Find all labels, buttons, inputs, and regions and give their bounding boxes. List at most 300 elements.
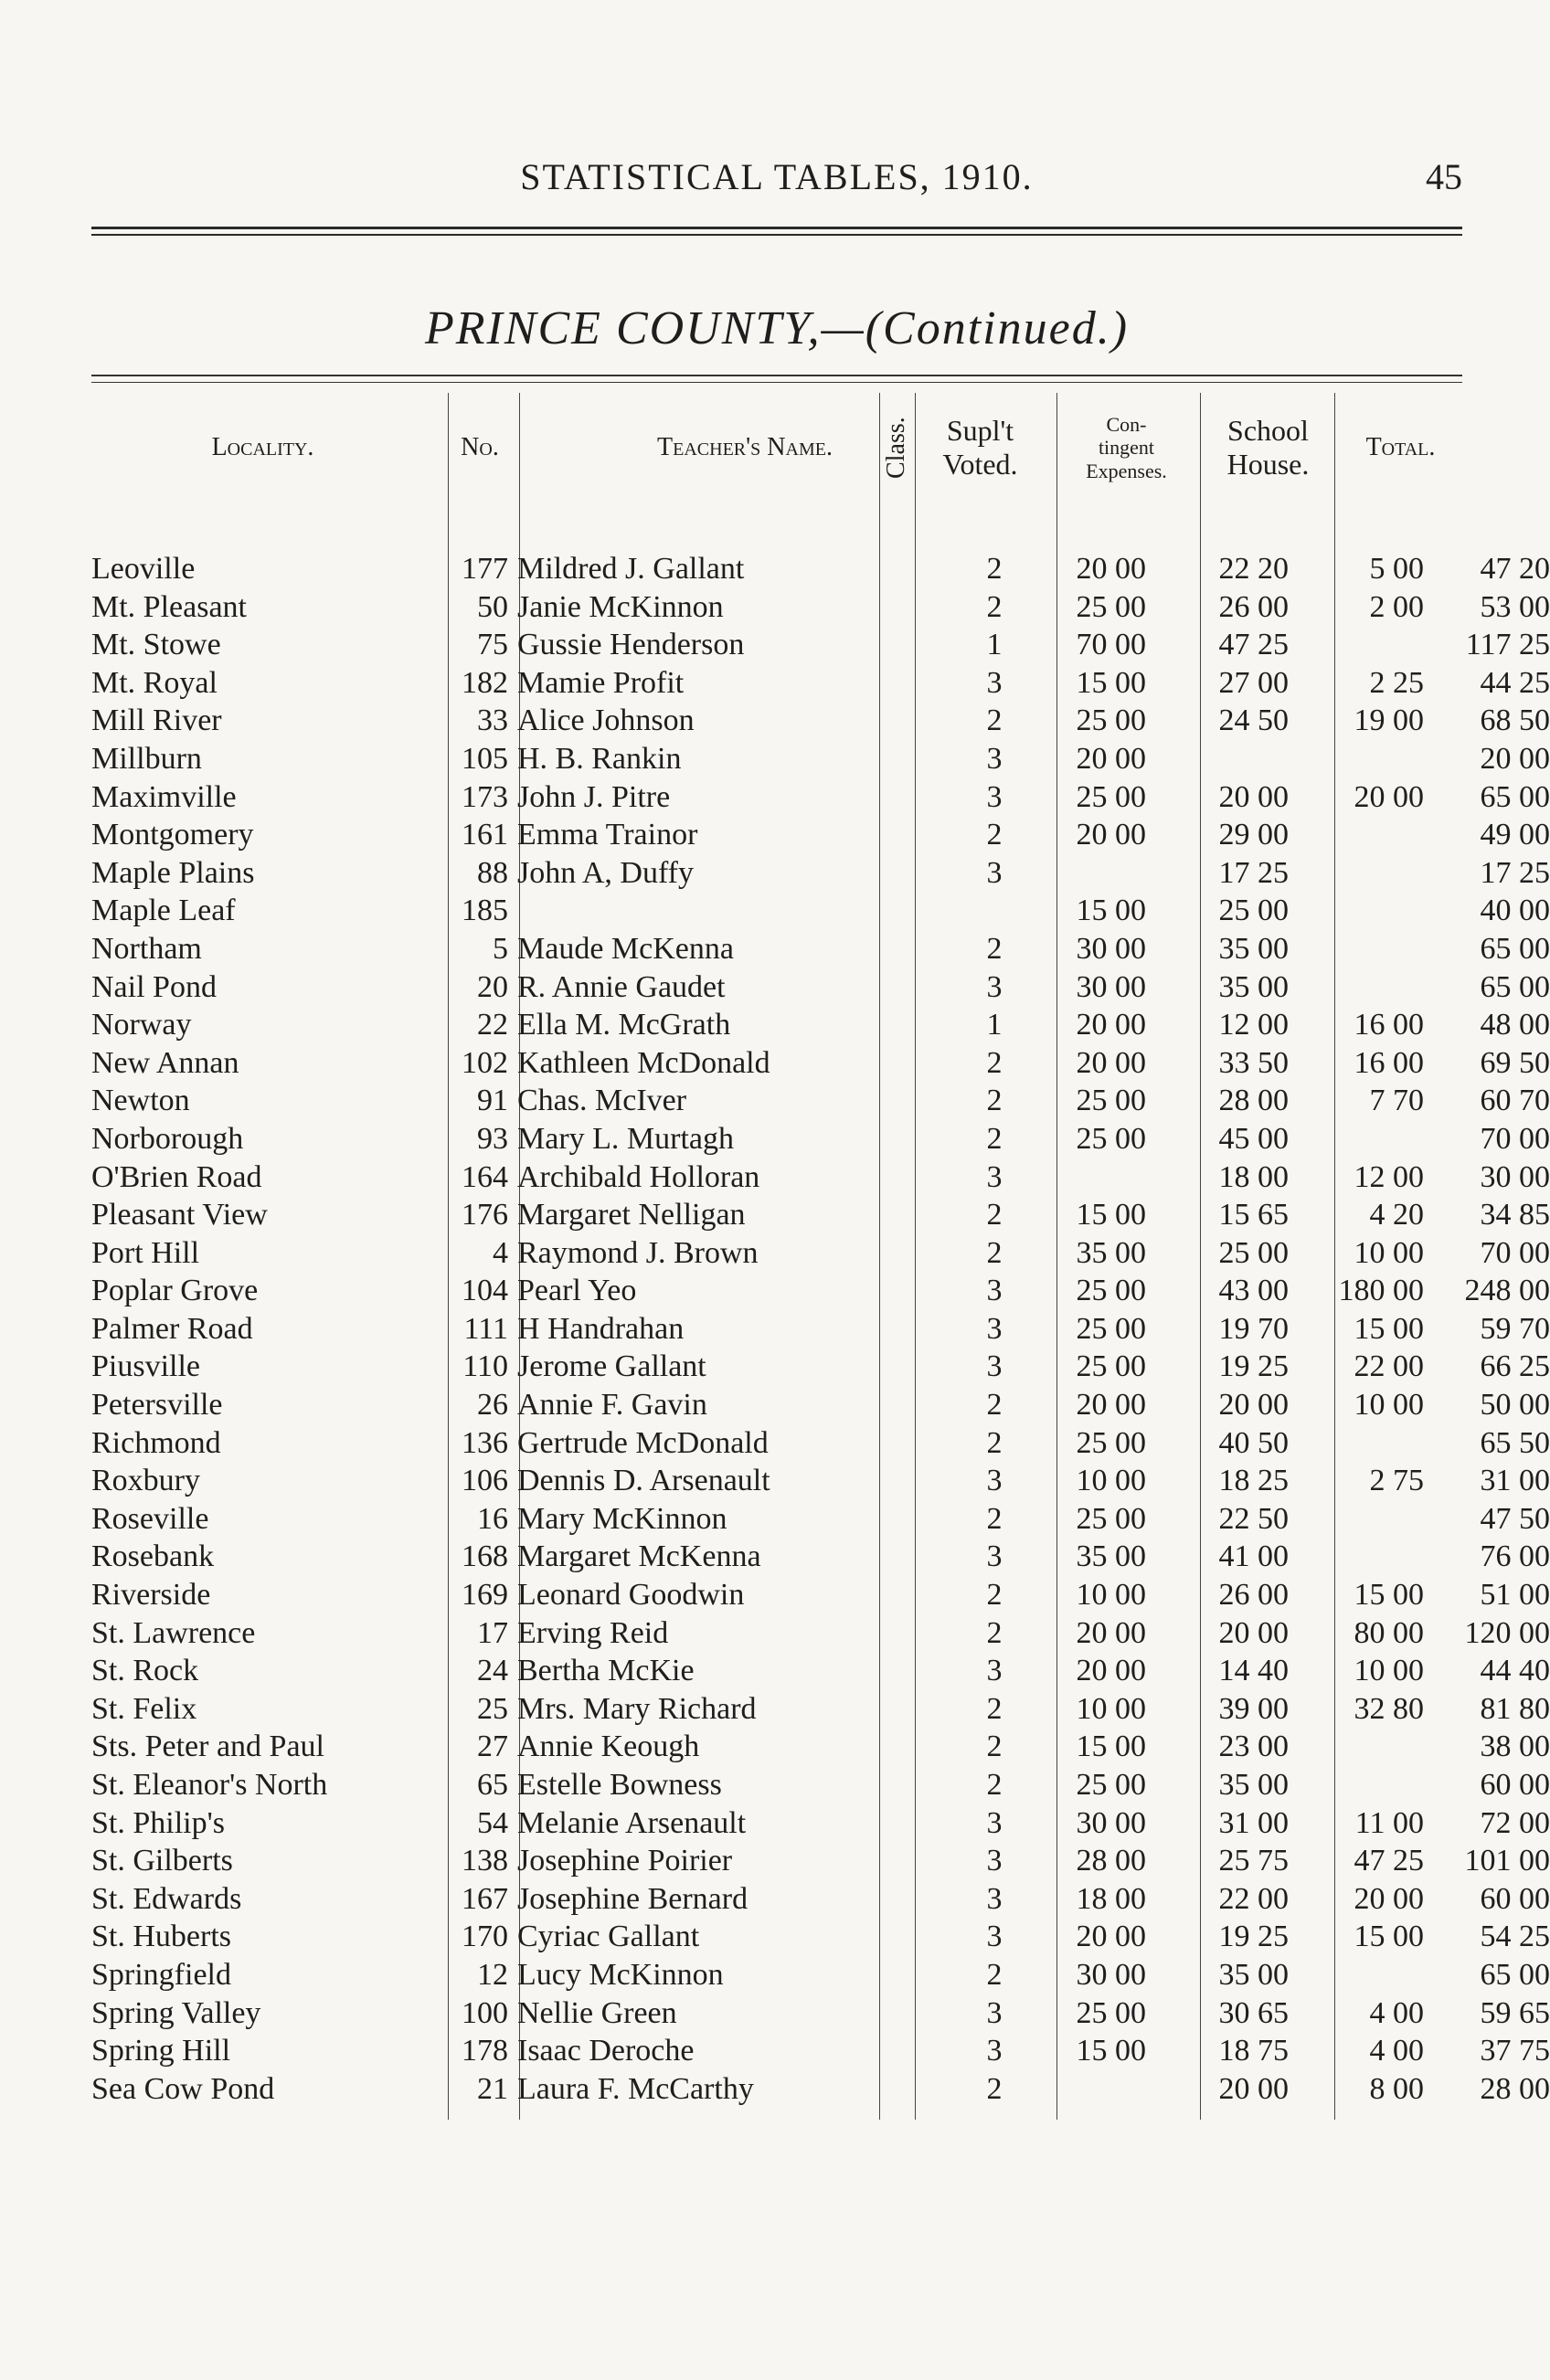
contingent-expenses-cell: 25 00 [1218,894,1289,928]
total-cell: 70 00 [1480,1235,1550,1270]
teacher-name-cell: Melanie Arsenault [517,1805,747,1840]
total-cell: 60 00 [1480,1768,1550,1802]
class-value: 2 [986,818,1003,852]
total-cell: 38 00 [1480,1729,1550,1764]
school-number-cell: 54 [477,1805,508,1840]
class-value: 3 [986,1805,1003,1840]
teacher-name-cell: Josephine Poirier [517,1844,733,1878]
class-cell [896,740,1007,778]
school-number-cell: 26 [477,1388,508,1423]
supplement-voted-cell: 18 00 [1076,1881,1146,1916]
school-house-cell: 8 00 [1369,2071,1424,2106]
class-cell [896,664,1007,703]
class-cell [896,702,1007,740]
table-header [91,393,1462,502]
table-row [91,1196,1550,1234]
locality-cell: Maple Plains [91,855,255,890]
locality-cell: St. Eleanor's North [91,1768,328,1802]
table-row [91,1690,1550,1729]
class-value: 3 [986,1654,1003,1688]
teacher-name-cell: Mrs. Mary Richard [517,1691,757,1726]
supplement-voted-cell: 20 00 [1076,741,1146,776]
locality-cell: St. Huberts [91,1920,231,1954]
class-cell [896,2070,1007,2109]
contingent-expenses-cell: 31 00 [1218,1805,1289,1840]
school-house-cell: 4 20 [1369,1198,1424,1232]
total-cell: 17 25 [1480,855,1550,890]
locality-cell: Leoville [91,552,196,586]
school-number-cell: 91 [477,1084,508,1118]
header-school-line1: School [1227,414,1309,448]
school-number-cell: 93 [477,1121,508,1156]
school-number-cell: 17 [477,1615,508,1650]
locality-cell: Mt. Stowe [91,628,221,662]
contingent-expenses-cell: 18 00 [1218,1159,1289,1194]
supplement-voted-cell: 10 00 [1076,1578,1146,1613]
school-number-cell: 50 [477,589,508,624]
class-cell [896,1918,1007,1956]
school-number-cell: 167 [462,1881,508,1916]
class-value: 2 [986,703,1003,738]
table-row [91,816,1550,854]
table-row [91,930,1550,968]
total-cell: 34 85 [1480,1198,1550,1232]
contingent-expenses-cell: 23 00 [1218,1729,1289,1764]
class-cell [896,1082,1007,1120]
supplement-voted-cell: 25 00 [1076,1311,1146,1346]
teacher-name-cell: Raymond J. Brown [517,1235,759,1270]
locality-cell: St. Edwards [91,1881,242,1916]
total-cell: 48 00 [1480,1008,1550,1042]
running-title: STATISTICAL TABLES, 1910. [520,156,1034,197]
table-row [91,1804,1550,1843]
contingent-expenses-cell: 29 00 [1218,818,1289,852]
school-number-cell: 33 [477,703,508,738]
class-cell [896,1804,1007,1843]
class-value: 3 [986,665,1003,700]
table-top-rule [91,375,1462,376]
locality-cell: Norborough [91,1121,244,1156]
contingent-expenses-cell: 47 25 [1218,628,1289,662]
school-number-cell: 161 [462,818,508,852]
header-total: Total. [1365,432,1436,461]
total-cell: 65 50 [1480,1425,1550,1460]
school-house-cell: 32 80 [1354,1691,1424,1726]
school-number-cell: 110 [462,1349,508,1384]
supplement-voted-cell: 25 00 [1076,703,1146,738]
class-value: 3 [986,1159,1003,1194]
locality-cell: Mill River [91,703,222,738]
school-number-cell: 136 [462,1425,508,1460]
table-row [91,1538,1550,1576]
supplement-voted-cell: 20 00 [1076,1920,1146,1954]
teacher-name-cell: Kathleen McDonald [517,1045,770,1080]
teacher-name-cell: Bertha McKie [517,1654,695,1688]
header-cont-line1: Con- [1106,413,1147,437]
table-top-rule [91,382,1462,383]
school-house-cell: 15 00 [1354,1578,1424,1613]
header-rule [91,234,1462,236]
school-house-cell: 5 00 [1369,552,1424,586]
table-row [91,664,1550,703]
class-value: 2 [986,1121,1003,1156]
locality-cell: Roxbury [91,1464,200,1498]
table-row [91,1766,1550,1804]
class-cell [896,930,1007,968]
header-cont-line3: Expenses. [1086,459,1167,482]
class-value: 2 [986,1578,1003,1613]
running-head [91,155,1462,201]
class-cell [896,1956,1007,1994]
contingent-expenses-cell: 30 65 [1218,1995,1289,2030]
locality-cell: Nail Pond [91,969,217,1004]
total-cell: 81 80 [1480,1691,1550,1726]
teacher-name-cell: Archibald Holloran [517,1159,760,1194]
class-cell [896,1120,1007,1158]
teacher-name-cell: Erving Reid [517,1615,669,1650]
locality-cell: Maximville [91,779,237,814]
class-cell [896,1614,1007,1653]
class-cell [896,892,1007,930]
teacher-name-cell: R. Annie Gaudet [517,969,726,1004]
teacher-name-cell: Gussie Henderson [517,628,745,662]
teacher-name-cell: Margaret McKenna [517,1539,761,1574]
locality-cell: St. Philip's [91,1805,225,1840]
locality-cell: Northam [91,931,202,966]
supplement-voted-cell: 35 00 [1076,1235,1146,1270]
class-value: 2 [986,1957,1003,1992]
supplement-voted-cell: 25 00 [1076,1274,1146,1308]
total-cell: 59 65 [1480,1995,1550,2030]
total-cell: 65 00 [1480,931,1550,966]
class-cell [896,1044,1007,1083]
total-cell: 47 50 [1480,1501,1550,1536]
header-school-line2: House. [1226,448,1310,481]
class-value: 3 [986,1274,1003,1308]
contingent-expenses-cell: 22 50 [1218,1501,1289,1536]
school-number-cell: 104 [462,1274,508,1308]
class-value: 2 [986,1691,1003,1726]
school-number-cell: 24 [477,1654,508,1688]
total-cell: 20 00 [1480,741,1550,776]
school-number-cell: 182 [462,665,508,700]
teacher-name-cell: John A, Duffy [517,855,694,890]
class-value: 2 [986,1768,1003,1802]
class-cell [896,1538,1007,1576]
school-number-cell: 100 [462,1995,508,2030]
contingent-expenses-cell: 45 00 [1218,1121,1289,1156]
school-number-cell: 169 [462,1578,508,1613]
class-value: 3 [986,1844,1003,1878]
teacher-name-cell: Margaret Nelligan [517,1198,746,1232]
table-row [91,1234,1550,1273]
supplement-voted-cell: 10 00 [1076,1464,1146,1498]
table-row [91,550,1550,588]
supplement-voted-cell: 25 00 [1076,1349,1146,1384]
school-house-cell: 2 00 [1369,589,1424,624]
table-row [91,1310,1550,1349]
school-number-cell: 178 [462,2034,508,2068]
locality-cell: New Annan [91,1045,239,1080]
table-row [91,1120,1550,1158]
teacher-name-cell: Annie Keough [517,1729,700,1764]
total-cell: 72 00 [1480,1805,1550,1840]
table-body [91,550,1550,2108]
table-row [91,1386,1550,1424]
total-cell: 47 20 [1480,552,1550,586]
contingent-expenses-cell: 25 75 [1218,1844,1289,1878]
school-number-cell: 170 [462,1920,508,1954]
table-row [91,2032,1550,2070]
table-row [91,968,1550,1007]
school-number-cell: 5 [493,931,508,966]
header-rule [91,227,1462,229]
school-number-cell: 176 [462,1198,508,1232]
supplement-voted-cell: 20 00 [1076,1045,1146,1080]
supplement-voted-cell: 25 00 [1076,779,1146,814]
class-cell [896,778,1007,817]
class-value: 2 [986,1425,1003,1460]
table-row [91,1348,1550,1386]
school-number-cell: 25 [477,1691,508,1726]
total-cell: 66 25 [1480,1349,1550,1384]
teacher-name-cell: Mary L. Murtagh [517,1121,735,1156]
contingent-expenses-cell: 24 50 [1218,703,1289,738]
supplement-voted-cell: 20 00 [1076,1654,1146,1688]
total-cell: 31 00 [1480,1464,1550,1498]
school-house-cell: 10 00 [1354,1235,1424,1270]
class-value: 3 [986,1349,1003,1384]
school-number-cell: 4 [493,1235,508,1270]
total-cell: 76 00 [1480,1539,1550,1574]
table-row [91,1614,1550,1653]
class-cell [896,1424,1007,1463]
school-number-cell: 105 [462,741,508,776]
school-number-cell: 27 [477,1729,508,1764]
supplement-voted-cell: 25 00 [1076,1995,1146,2030]
contingent-expenses-cell: 19 25 [1218,1349,1289,1384]
total-cell: 54 25 [1480,1920,1550,1954]
class-value: 2 [986,1615,1003,1650]
locality-cell: Pleasant View [91,1198,268,1232]
class-value: 2 [986,552,1003,586]
school-house-cell: 20 00 [1354,779,1424,814]
school-house-cell: 22 00 [1354,1349,1424,1384]
supplement-voted-cell: 25 00 [1076,1501,1146,1536]
teacher-name-cell: Leonard Goodwin [517,1578,745,1613]
locality-cell: Springfield [91,1957,231,1992]
contingent-expenses-cell: 25 00 [1218,1235,1289,1270]
total-cell: 44 25 [1480,665,1550,700]
contingent-expenses-cell: 20 00 [1218,1388,1289,1423]
locality-cell: Petersville [91,1388,223,1423]
class-value: 3 [986,1995,1003,2030]
locality-cell: Montgomery [91,818,254,852]
table-row [91,1462,1550,1500]
table-row [91,2070,1550,2109]
class-value: 2 [986,931,1003,966]
table-row [91,1652,1550,1690]
class-cell [896,550,1007,588]
contingent-expenses-cell: 28 00 [1218,1084,1289,1118]
locality-cell: Maple Leaf [91,894,236,928]
contingent-expenses-cell: 18 25 [1218,1464,1289,1498]
contingent-expenses-cell: 12 00 [1218,1008,1289,1042]
class-cell [896,1766,1007,1804]
supplement-voted-cell: 20 00 [1076,1388,1146,1423]
teacher-name-cell: Laura F. McCarthy [517,2071,754,2106]
school-house-cell: 10 00 [1354,1388,1424,1423]
table-row [91,740,1550,778]
supplement-voted-cell: 25 00 [1076,589,1146,624]
school-number-cell: 173 [462,779,508,814]
total-cell: 101 00 [1464,1844,1550,1878]
total-cell: 30 00 [1480,1159,1550,1194]
school-house-cell: 47 25 [1354,1844,1424,1878]
table-row [91,854,1550,893]
teacher-name-cell: Ella M. McGrath [517,1008,731,1042]
locality-cell: Millburn [91,741,202,776]
school-number-cell: 16 [477,1501,508,1536]
header-class-label: Class. [881,417,910,479]
school-house-cell: 11 00 [1354,1805,1424,1840]
school-number-cell: 20 [477,969,508,1004]
teacher-name-cell: Pearl Yeo [517,1274,637,1308]
class-value: 2 [986,589,1003,624]
class-value: 2 [986,1198,1003,1232]
teacher-name-cell: Maude McKenna [517,931,734,966]
supplement-voted-cell: 28 00 [1076,1844,1146,1878]
header-cont-line2: tingent [1098,436,1155,460]
locality-cell: O'Brien Road [91,1159,262,1194]
school-house-cell: 2 75 [1369,1464,1424,1498]
school-house-cell: 15 00 [1354,1311,1424,1346]
class-cell [896,2032,1007,2070]
supplement-voted-cell: 10 00 [1076,1691,1146,1726]
contingent-expenses-cell: 15 65 [1218,1198,1289,1232]
total-cell: 69 50 [1480,1045,1550,1080]
school-number-cell: 185 [462,894,508,928]
school-number-cell: 177 [462,552,508,586]
teacher-name-cell: Chas. McIver [517,1084,687,1118]
locality-cell: Newton [91,1084,190,1118]
contingent-expenses-cell: 22 20 [1218,552,1289,586]
class-value: 3 [986,1881,1003,1916]
teacher-name-cell: Mildred J. Gallant [517,552,745,586]
teacher-name-cell: Isaac Deroche [517,2034,695,2068]
teacher-name-cell: H. B. Rankin [517,741,682,776]
total-cell: 68 50 [1480,703,1550,738]
header-school-house [1202,393,1334,502]
contingent-expenses-cell: 35 00 [1218,1768,1289,1802]
class-value: 3 [986,779,1003,814]
school-number-cell: 138 [462,1844,508,1878]
school-number-cell: 22 [477,1008,508,1042]
header-locality: Locality. [211,432,314,461]
class-value: 2 [986,1045,1003,1080]
total-cell: 49 00 [1480,818,1550,852]
school-number-cell: 65 [477,1768,508,1802]
class-cell [896,1234,1007,1273]
class-value: 2 [986,1388,1003,1423]
header-supl [914,393,1046,502]
teacher-name-cell: Josephine Bernard [517,1881,748,1916]
school-number-cell: 12 [477,1957,508,1992]
school-house-cell: 4 00 [1369,1995,1424,2030]
contingent-expenses-cell: 18 75 [1218,2034,1289,2068]
locality-cell: St. Rock [91,1654,199,1688]
contingent-expenses-cell: 20 00 [1218,779,1289,814]
class-value: 2 [986,1084,1003,1118]
total-cell: 59 70 [1480,1311,1550,1346]
supplement-voted-cell: 20 00 [1076,1008,1146,1042]
table-row [91,1158,1550,1197]
contingent-expenses-cell: 19 70 [1218,1311,1289,1346]
teacher-name-cell: Cyriac Gallant [517,1920,700,1954]
table-row [91,626,1550,664]
supplement-voted-cell: 20 00 [1076,552,1146,586]
header-supl-line1: Supl't [946,414,1014,448]
school-number-cell: 88 [477,855,508,890]
page-number: 45 [1426,156,1462,197]
class-value: 3 [986,741,1003,776]
contingent-expenses-cell: 35 00 [1218,1957,1289,1992]
table-row [91,588,1550,627]
table-row [91,1576,1550,1614]
class-cell [896,626,1007,664]
total-cell: 44 40 [1480,1654,1550,1688]
class-cell [896,1462,1007,1500]
school-house-cell: 7 70 [1369,1084,1424,1118]
supplement-voted-cell: 15 00 [1076,894,1146,928]
school-house-cell: 4 00 [1369,2034,1424,2068]
table-row [91,1956,1550,1994]
class-cell [896,1728,1007,1766]
class-value: 2 [986,1235,1003,1270]
school-number-cell: 164 [462,1159,508,1194]
class-value: 3 [986,1539,1003,1574]
teacher-name-cell: Alice Johnson [517,703,695,738]
class-cell [896,1994,1007,2033]
locality-cell: Riverside [91,1578,211,1613]
total-cell: 40 00 [1480,894,1550,928]
total-cell: 37 75 [1480,2034,1550,2068]
school-house-cell: 180 00 [1338,1274,1424,1308]
header-class [879,393,914,502]
locality-cell: Spring Valley [91,1995,261,2030]
header-contingent [1056,393,1197,502]
supplement-voted-cell: 25 00 [1076,1121,1146,1156]
supplement-voted-cell: 70 00 [1076,628,1146,662]
teacher-name-cell: Janie McKinnon [517,589,724,624]
class-value: 3 [986,969,1003,1004]
locality-cell: Richmond [91,1425,221,1460]
contingent-expenses-cell: 35 00 [1218,969,1289,1004]
supplement-voted-cell: 20 00 [1076,1615,1146,1650]
school-number-cell: 75 [477,628,508,662]
table-row [91,1424,1550,1463]
table-row [91,1272,1550,1310]
school-number-cell: 102 [462,1045,508,1080]
contingent-expenses-cell: 40 50 [1218,1425,1289,1460]
school-house-cell: 16 00 [1354,1045,1424,1080]
supplement-voted-cell: 30 00 [1076,1957,1146,1992]
locality-cell: Poplar Grove [91,1274,259,1308]
class-value: 2 [986,1501,1003,1536]
total-cell: 117 25 [1465,628,1550,662]
class-cell [896,1196,1007,1234]
supplement-voted-cell: 25 00 [1076,1768,1146,1802]
